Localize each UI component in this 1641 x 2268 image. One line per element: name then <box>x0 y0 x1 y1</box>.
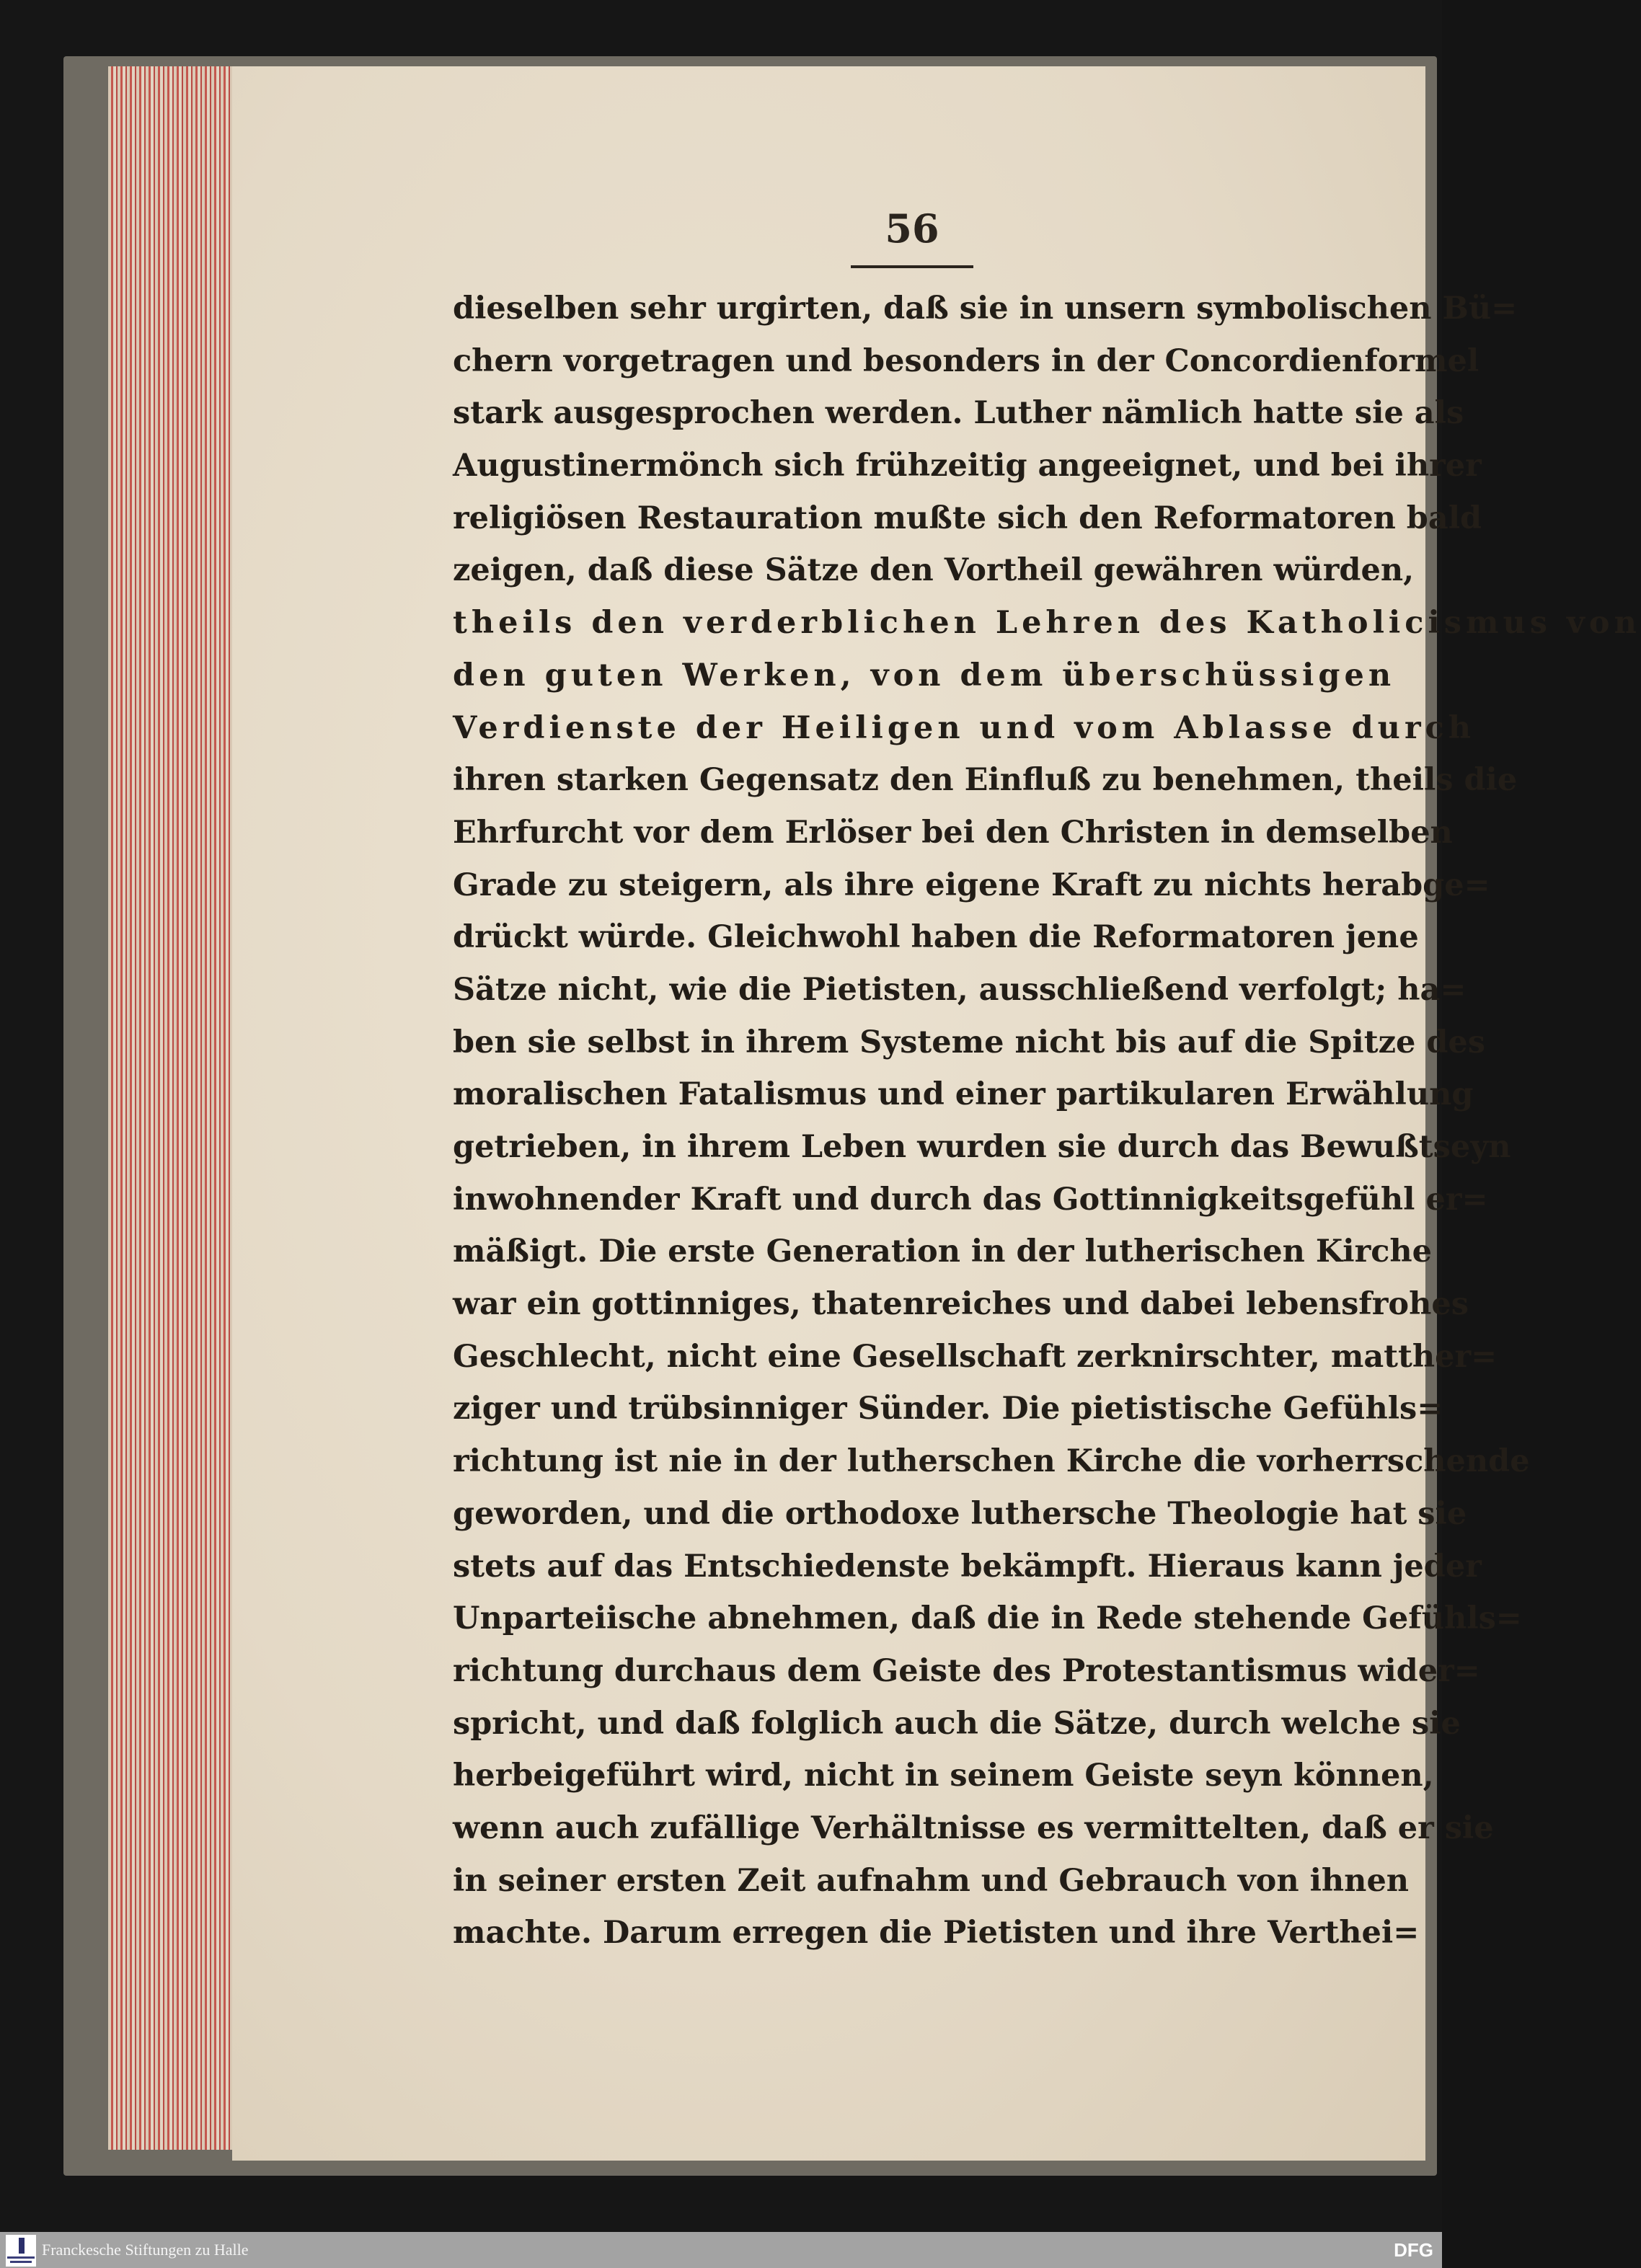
text-line: den guten Werken, von dem überschüssigen <box>453 657 1396 694</box>
dfg-logo: DFG <box>1394 2239 1433 2261</box>
logo-text-mark <box>7 2256 35 2259</box>
page-number: 56 <box>885 205 939 252</box>
text-line: dieselben sehr urgirten, daß sie in unsern symbolischen Bü= <box>453 291 1518 327</box>
text-line: machte. Darum erregen die Pietisten und ihre Verthei= <box>453 1915 1420 1952</box>
text-line: getrieben, in ihrem Leben wurden sie durch das Bewußtseyn <box>453 1129 1511 1165</box>
text-line: drückt würde. Gleichwohl haben die Reformatoren jene <box>453 919 1419 956</box>
body-text <box>453 283 1641 1959</box>
text-line: herbeigeführt wird, nicht in seinem Geiste seyn können, <box>453 1758 1434 1794</box>
text-line: richtung ist nie in der lutherschen Kirche die vorherrschende <box>453 1443 1530 1480</box>
text-line: moralischen Fatalismus und einer partikularen Erwählung <box>453 1076 1474 1113</box>
text-line: Geschlecht, nicht eine Gesellschaft zerknirschter, matther= <box>453 1338 1498 1375</box>
text-line: Ehrfurcht vor dem Erlöser bei den Christen in demselben <box>453 814 1453 851</box>
text-line: ziger und trübsinniger Sünder. Die pietistische Gefühls= <box>453 1391 1443 1427</box>
text-line: zeigen, daß diese Sätze den Vortheil gewähren würden, <box>453 552 1415 589</box>
page-number-rule <box>851 265 973 268</box>
text-line: war ein gottinniges, thatenreiches und dabei lebensfrohes <box>453 1286 1469 1323</box>
text-line: Augustinermönch sich frühzeitig angeeignet, und bei ihrer <box>453 448 1482 484</box>
page-edges <box>108 66 234 2150</box>
text-line: stets auf das Entschiedenste bekämpft. Hieraus kann jeder <box>453 1548 1482 1585</box>
text-line: Unparteiische abnehmen, daß die in Rede stehende Gefühls= <box>453 1600 1522 1637</box>
text-line: mäßigt. Die erste Generation in der lutherischen Kirche <box>453 1233 1433 1270</box>
text-line: in seiner ersten Zeit aufnahm und Gebrauch von ihnen <box>453 1862 1410 1899</box>
text-line: chern vorgetragen und besonders in der Concordienformel <box>453 342 1479 379</box>
institution-name: Franckesche Stiftungen zu Halle <box>42 2241 249 2259</box>
text-line: Sätze nicht, wie die Pietisten, ausschließend verfolgt; ha= <box>453 971 1467 1008</box>
text-line: stark ausgesprochen werden. Luther nämlich hatte sie als <box>453 395 1464 432</box>
text-line: ihren starken Gegensatz den Einfluß zu benehmen, theils die <box>453 762 1518 799</box>
text-line: Verdienste der Heiligen und vom Ablasse durch <box>453 709 1476 746</box>
text-line: ben sie selbst in ihrem Systeme nicht bis auf die Spitze des <box>453 1024 1485 1060</box>
logo-figure-icon <box>19 2238 25 2254</box>
text-line: inwohnender Kraft und durch das Gottinnigkeitsgefühl er= <box>453 1181 1488 1218</box>
text-line: theils den verderblichen Lehren des Katholicismus von <box>453 605 1641 642</box>
text-line: geworden, und die orthodoxe luthersche Theologie hat sie <box>453 1495 1467 1532</box>
text-line: richtung durchaus dem Geiste des Protestantismus wider= <box>453 1652 1480 1689</box>
text-line: Grade zu steigern, als ihre eigene Kraft zu nichts herabge= <box>453 867 1490 903</box>
institution-logo <box>6 2235 36 2267</box>
text-line: religiösen Restauration mußte sich den Reformatoren bald <box>453 500 1482 536</box>
text-line: wenn auch zufällige Verhältnisse es vermittelten, daß er sie <box>453 1809 1494 1846</box>
logo-text-mark <box>10 2261 32 2263</box>
text-line: spricht, und daß folglich auch die Sätze, durch welche sie <box>453 1705 1461 1742</box>
